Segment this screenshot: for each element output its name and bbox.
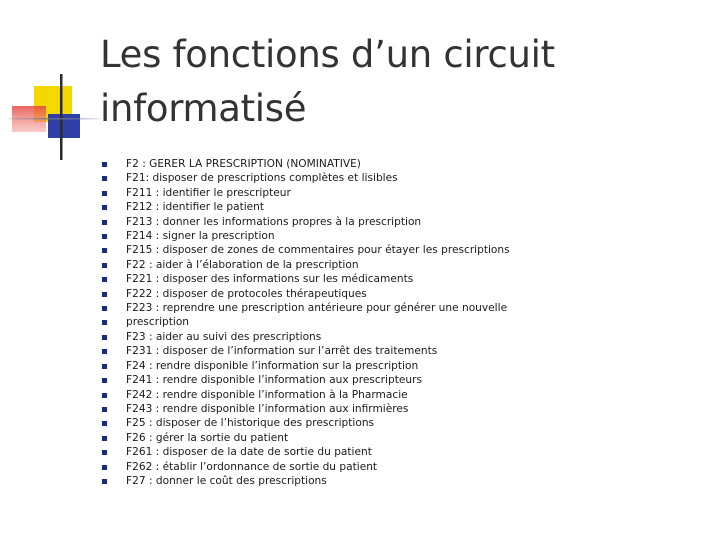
- decorative-logo: [0, 0, 100, 170]
- list-item-text: F21: disposer de prescriptions complètes et lisibles: [126, 172, 398, 185]
- list-item: [102, 388, 532, 402]
- list-item: [102, 229, 532, 243]
- bullet-icon: [102, 436, 107, 441]
- list-item-text: F213 : donner les informations propres à la prescription: [126, 215, 422, 228]
- list-item: [102, 373, 532, 387]
- list-item: [102, 445, 532, 459]
- list-item-text: prescription: [126, 316, 190, 329]
- list-item: [102, 315, 532, 329]
- bullet-list: [102, 157, 532, 488]
- list-item-text: F242 : rendre disponible l’information à la Pharmacie: [126, 388, 408, 401]
- list-item: [102, 186, 532, 200]
- list-item-text: F22 : aider à l’élaboration de la prescription: [126, 258, 359, 271]
- list-item: [102, 200, 532, 214]
- list-item: [102, 157, 532, 171]
- bullet-icon: [102, 450, 107, 455]
- bullet-icon: [102, 205, 107, 210]
- bullet-icon: [102, 320, 107, 325]
- list-item-text: F223 : reprendre une prescription antérieure pour générer une nouvelle: [126, 302, 508, 315]
- bullet-icon: [102, 263, 107, 268]
- list-item-text: F231 : disposer de l’information sur l’arrêt des traitements: [126, 345, 438, 358]
- list-item-text: F211 : identifier le prescripteur: [126, 186, 291, 199]
- bullet-icon: [102, 234, 107, 239]
- list-item: [102, 416, 532, 430]
- list-item-text: F221 : disposer des informations sur les médicaments: [126, 273, 414, 286]
- list-item-text: F26 : gérer la sortie du patient: [126, 431, 289, 444]
- bullet-icon: [102, 306, 107, 311]
- bullet-icon: [102, 407, 107, 412]
- bullet-icon: [102, 277, 107, 282]
- list-item: [102, 330, 532, 344]
- bullet-icon: [102, 364, 107, 369]
- list-item: [102, 171, 532, 185]
- list-item-text: F24 : rendre disponible l’information sur la prescription: [126, 359, 419, 372]
- list-item: [102, 243, 532, 257]
- list-item-text: F261 : disposer de la date de sortie du patient: [126, 446, 372, 459]
- bullet-icon: [102, 349, 107, 354]
- list-item-text: F23 : aider au suivi des prescriptions: [126, 330, 322, 343]
- list-item-text: F2 : GERER LA PRESCRIPTION (NOMINATIVE): [126, 158, 361, 170]
- list-item: [102, 460, 532, 474]
- bullet-icon: [102, 465, 107, 470]
- list-item-text: F222 : disposer de protocoles thérapeutiques: [126, 287, 367, 300]
- bullet-icon: [102, 191, 107, 196]
- logo-blue-square: [48, 114, 80, 138]
- bullet-icon: [102, 378, 107, 383]
- list-item: [102, 431, 532, 445]
- list-item-text: F241 : rendre disponible l’information aux prescripteurs: [126, 374, 422, 387]
- list-item: [102, 258, 532, 272]
- list-item: [102, 272, 532, 286]
- bullet-icon: [102, 248, 107, 253]
- bullet-icon: [102, 421, 107, 426]
- slide-title: Les fonctions d’un circuit informatisé: [100, 33, 555, 130]
- list-item: [102, 359, 532, 373]
- list-item: [102, 215, 532, 229]
- list-item-text: F27 : donner le coût des prescriptions: [126, 474, 327, 487]
- list-item-text: F212 : identifier le patient: [126, 201, 265, 214]
- list-item: [102, 402, 532, 416]
- bullet-icon: [102, 162, 107, 167]
- list-item: [102, 474, 532, 488]
- list-item-text: F243 : rendre disponible l’information aux infirmières: [126, 402, 409, 415]
- list-item-text: F215 : disposer de zones de commentaires pour étayer les prescriptions: [126, 244, 510, 257]
- bullet-icon: [102, 176, 107, 181]
- bullet-icon: [102, 220, 107, 225]
- list-item: [102, 301, 532, 315]
- list-item-text: F262 : établir l’ordonnance de sortie du patient: [126, 460, 378, 473]
- list-item-text: F214 : signer la prescription: [126, 230, 275, 243]
- logo-vertical-line: [60, 74, 63, 160]
- bullet-icon: [102, 393, 107, 398]
- bullet-icon: [102, 335, 107, 340]
- bullet-icon: [102, 292, 107, 297]
- list-item: [102, 344, 532, 358]
- list-item: [102, 287, 532, 301]
- logo-horizontal-line: [8, 118, 100, 120]
- bullet-icon: [102, 479, 107, 484]
- list-item-text: F25 : disposer de l’historique des prescriptions: [126, 417, 375, 430]
